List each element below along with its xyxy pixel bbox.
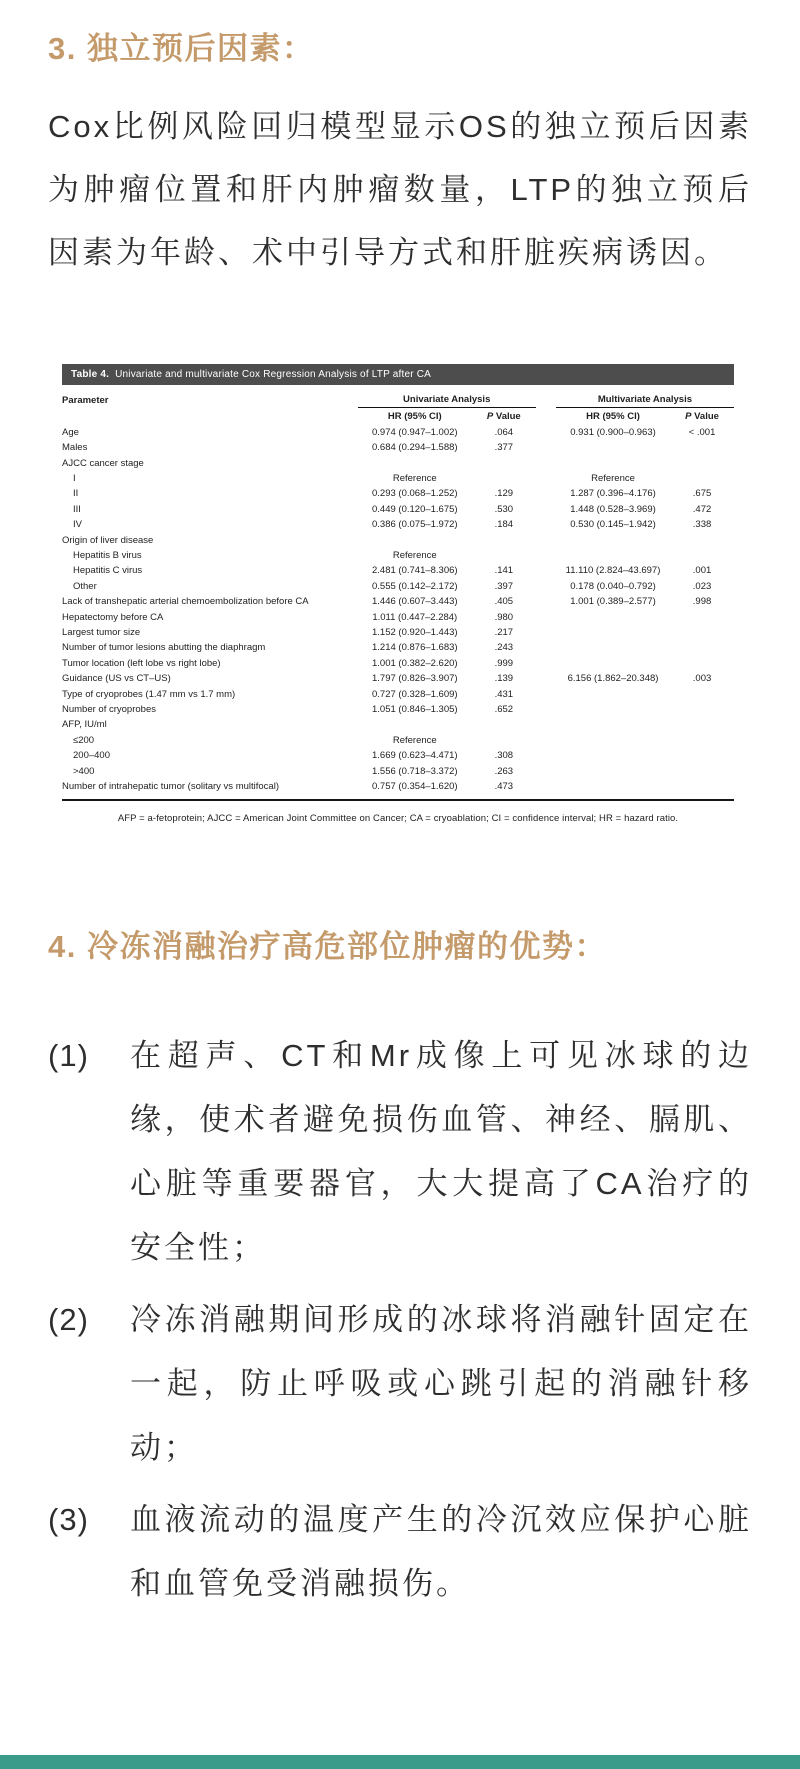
- cell-multivariate-hr: 0.178 (0.040–0.792): [570, 580, 656, 592]
- cell-univariate-hr: 1.556 (0.718–3.372): [372, 765, 458, 777]
- cell-parameter: Number of cryoprobes: [62, 704, 156, 716]
- cell-multivariate-p: .023: [692, 580, 712, 592]
- table-row: [62, 671, 734, 686]
- cell-univariate-hr: 1.051 (0.846–1.305): [372, 704, 458, 716]
- cell-univariate-p: .999: [494, 657, 514, 669]
- cell-univariate-hr: 0.555 (0.142–2.172): [372, 580, 458, 592]
- cell-univariate-hr: 1.152 (0.920–1.443): [372, 627, 458, 639]
- cell-univariate-p: .064: [494, 426, 514, 438]
- cell-multivariate-hr: 1.287 (0.396–4.176): [570, 488, 656, 500]
- cell-parameter: Number of tumor lesions abutting the diaphragm: [62, 642, 266, 654]
- cell-univariate-p: .652: [494, 704, 514, 716]
- cell-univariate-hr: 1.214 (0.876–1.683): [372, 642, 458, 654]
- cell-parameter: Type of cryoprobes (1.47 mm vs 1.7 mm): [62, 688, 236, 700]
- cell-univariate-hr: 0.974 (0.947–1.002): [372, 426, 458, 438]
- column-group-univariate: Univariate Analysis: [358, 394, 536, 408]
- cell-parameter: Number of intrahepatic tumor (solitary vs multifocal): [62, 781, 279, 793]
- cox-regression-table: [62, 364, 734, 824]
- cell-parameter: IV: [73, 519, 82, 531]
- cell-multivariate-p: < .001: [688, 426, 716, 438]
- cell-multivariate-hr: 1.448 (0.528–3.969): [570, 503, 656, 515]
- cell-parameter: Other: [73, 580, 97, 592]
- cell-parameter: Males: [62, 442, 88, 454]
- table-row: [62, 533, 734, 548]
- table-row: [62, 640, 734, 655]
- cell-multivariate-p: .472: [692, 503, 712, 515]
- cell-univariate-hr: Reference: [392, 734, 437, 746]
- list-item-text: 血液流动的温度产生的冷沉效应保护心脏和血管免受消融损伤。: [130, 1502, 752, 1602]
- cell-multivariate-hr: 11.110 (2.824–43.697): [565, 565, 661, 577]
- table-row: [62, 471, 734, 486]
- list-item-marker: (1): [48, 1038, 89, 1074]
- cell-parameter: Lack of transhepatic arterial chemoembolization before CA: [62, 596, 309, 608]
- cell-univariate-p: .139: [494, 673, 514, 685]
- table-row: [62, 625, 734, 640]
- cell-univariate-hr: 0.684 (0.294–1.588): [372, 442, 458, 454]
- table-footnote: AFP = a-fetoprotein; AJCC = American Joint Committee on Cancer; CA = cryoablation; CI = confidence interval; HR = hazard ratio.: [117, 812, 679, 824]
- cell-univariate-p: .141: [494, 565, 514, 577]
- table-row: [62, 579, 734, 594]
- cell-univariate-hr: 0.293 (0.068–1.252): [372, 488, 458, 500]
- table-row: [62, 610, 734, 625]
- cell-multivariate-hr: Reference: [591, 472, 635, 484]
- table-row: [62, 656, 734, 671]
- subheader-multi-hr: HR (95% CI): [586, 410, 640, 422]
- cell-univariate-hr: 0.757 (0.354–1.620): [372, 781, 458, 793]
- table-row: [62, 687, 734, 702]
- cell-parameter: Guidance (US vs CT–US): [62, 673, 171, 685]
- table-row: [62, 748, 734, 763]
- cell-univariate-p: .243: [494, 642, 514, 654]
- table-row: [62, 517, 734, 532]
- list-item: [48, 1288, 752, 1480]
- cell-multivariate-p: .675: [692, 488, 712, 500]
- cell-parameter: Hepatectomy before CA: [62, 611, 164, 623]
- cell-parameter: ≤200: [73, 734, 95, 746]
- cell-parameter: Age: [62, 426, 79, 438]
- table-group-header-row: [62, 394, 734, 408]
- cell-univariate-p: .530: [494, 503, 514, 515]
- cell-univariate-p: .308: [494, 750, 514, 762]
- cell-multivariate-hr: 0.931 (0.900–0.963): [570, 426, 656, 438]
- table-row: [62, 764, 734, 779]
- cell-univariate-hr: 2.481 (0.741–8.306): [372, 565, 458, 577]
- cell-univariate-hr: 1.669 (0.623–4.471): [372, 750, 458, 762]
- cell-multivariate-p: .003: [692, 673, 712, 685]
- cell-univariate-p: .397: [494, 580, 514, 592]
- list-item-marker: (2): [48, 1302, 89, 1338]
- cell-multivariate-hr: 6.156 (1.862–20.348): [567, 673, 659, 685]
- list-item-text: 冷冻消融期间形成的冰球将消融针固定在一起，防止呼吸或心跳引起的消融针移动；: [130, 1302, 752, 1466]
- cell-parameter: Origin of liver disease: [62, 534, 154, 546]
- list-item: [48, 1488, 752, 1616]
- cell-univariate-hr: 1.446 (0.607–3.443): [372, 596, 458, 608]
- cell-univariate-p: .377: [494, 442, 514, 454]
- table-row: [62, 563, 734, 578]
- table-row: [62, 486, 734, 501]
- cell-univariate-p: .129: [494, 488, 514, 500]
- cell-parameter: Hepatitis C virus: [73, 565, 143, 577]
- cell-univariate-p: .217: [494, 627, 514, 639]
- table-row: [62, 502, 734, 517]
- table-row: [62, 425, 734, 440]
- table-row: [62, 440, 734, 455]
- cell-univariate-hr: 0.727 (0.328–1.609): [372, 688, 458, 700]
- cell-parameter: II: [73, 488, 79, 500]
- table-row: [62, 548, 734, 563]
- table-row: [62, 702, 734, 717]
- cell-univariate-p: .980: [494, 611, 514, 623]
- list-item: [48, 1024, 752, 1280]
- list-item-text: 在超声、CT和Mr成像上可见冰球的边缘，使术者避免损伤血管、神经、膈肌、心脏等重要器官，大大提高了CA治疗的安全性；: [130, 1038, 752, 1266]
- cell-parameter: AJCC cancer stage: [62, 457, 144, 469]
- cell-univariate-p: .263: [494, 765, 514, 777]
- cell-multivariate-p: .338: [692, 519, 712, 531]
- cell-multivariate-hr: 0.530 (0.145–1.942): [570, 519, 656, 531]
- bottom-accent-bar: [0, 1755, 800, 1769]
- section-3-heading: 3. 独立预后因素：: [48, 31, 315, 66]
- advantages-list: [48, 1024, 752, 1616]
- table-row: [62, 717, 734, 732]
- cell-univariate-hr: 0.449 (0.120–1.675): [372, 503, 458, 515]
- cell-multivariate-p: .001: [692, 565, 712, 577]
- cell-univariate-hr: 1.011 (0.447–2.284): [372, 611, 458, 623]
- table-row: [62, 456, 734, 471]
- table-row: [62, 594, 734, 609]
- section-4-heading: 4. 冷冻消融治疗高危部位肿瘤的优势：: [48, 928, 607, 964]
- cell-univariate-p: .405: [494, 596, 514, 608]
- cell-univariate-p: .431: [494, 688, 514, 700]
- cell-univariate-hr: 1.001 (0.382–2.620): [372, 657, 458, 669]
- subheader-uni-p: P Value: [486, 410, 521, 422]
- section-3-paragraph: Cox比例风险回归模型显示OS的独立预后因素为肿瘤位置和肝内肿瘤数量，LTP的独立预后因素为年龄、术中引导方式和肝脏疾病诱因。: [48, 108, 752, 270]
- cell-multivariate-hr: 1.001 (0.389–2.577): [570, 596, 656, 608]
- list-item-marker: (3): [48, 1502, 89, 1538]
- subheader-multi-p: P Value: [685, 410, 719, 422]
- cell-parameter: III: [73, 503, 81, 515]
- cell-parameter: Largest tumor size: [62, 627, 141, 639]
- cell-multivariate-p: .998: [692, 596, 712, 608]
- cell-univariate-hr: 1.797 (0.826–3.907): [372, 673, 458, 685]
- cell-parameter: Tumor location (left lobe vs right lobe): [62, 657, 221, 669]
- cell-parameter: >400: [73, 765, 95, 777]
- column-header-parameter: Parameter: [62, 394, 109, 406]
- table-bottom-rule: [62, 799, 734, 801]
- cell-parameter: AFP, IU/ml: [62, 719, 107, 731]
- table-title: Univariate and multivariate Cox Regression Analysis of LTP after CA: [115, 368, 432, 380]
- table-row: [62, 733, 734, 748]
- subheader-uni-hr: HR (95% CI): [387, 410, 442, 422]
- cell-univariate-p: .184: [494, 519, 514, 531]
- column-group-multivariate: Multivariate Analysis: [556, 394, 734, 408]
- table-body: [62, 425, 734, 795]
- cell-univariate-hr: Reference: [392, 472, 437, 484]
- cell-parameter: 200–400: [73, 750, 110, 762]
- table-row: [62, 779, 734, 794]
- table-number: Table 4.: [71, 368, 110, 380]
- cell-univariate-hr: Reference: [392, 550, 437, 561]
- cell-parameter: Hepatitis B virus: [73, 550, 142, 561]
- table-title-bar: [62, 364, 734, 385]
- cell-univariate-p: .473: [494, 781, 514, 793]
- cell-univariate-hr: 0.386 (0.075–1.972): [372, 519, 458, 531]
- table-subheader-row: [62, 408, 734, 425]
- cell-parameter: I: [73, 472, 76, 484]
